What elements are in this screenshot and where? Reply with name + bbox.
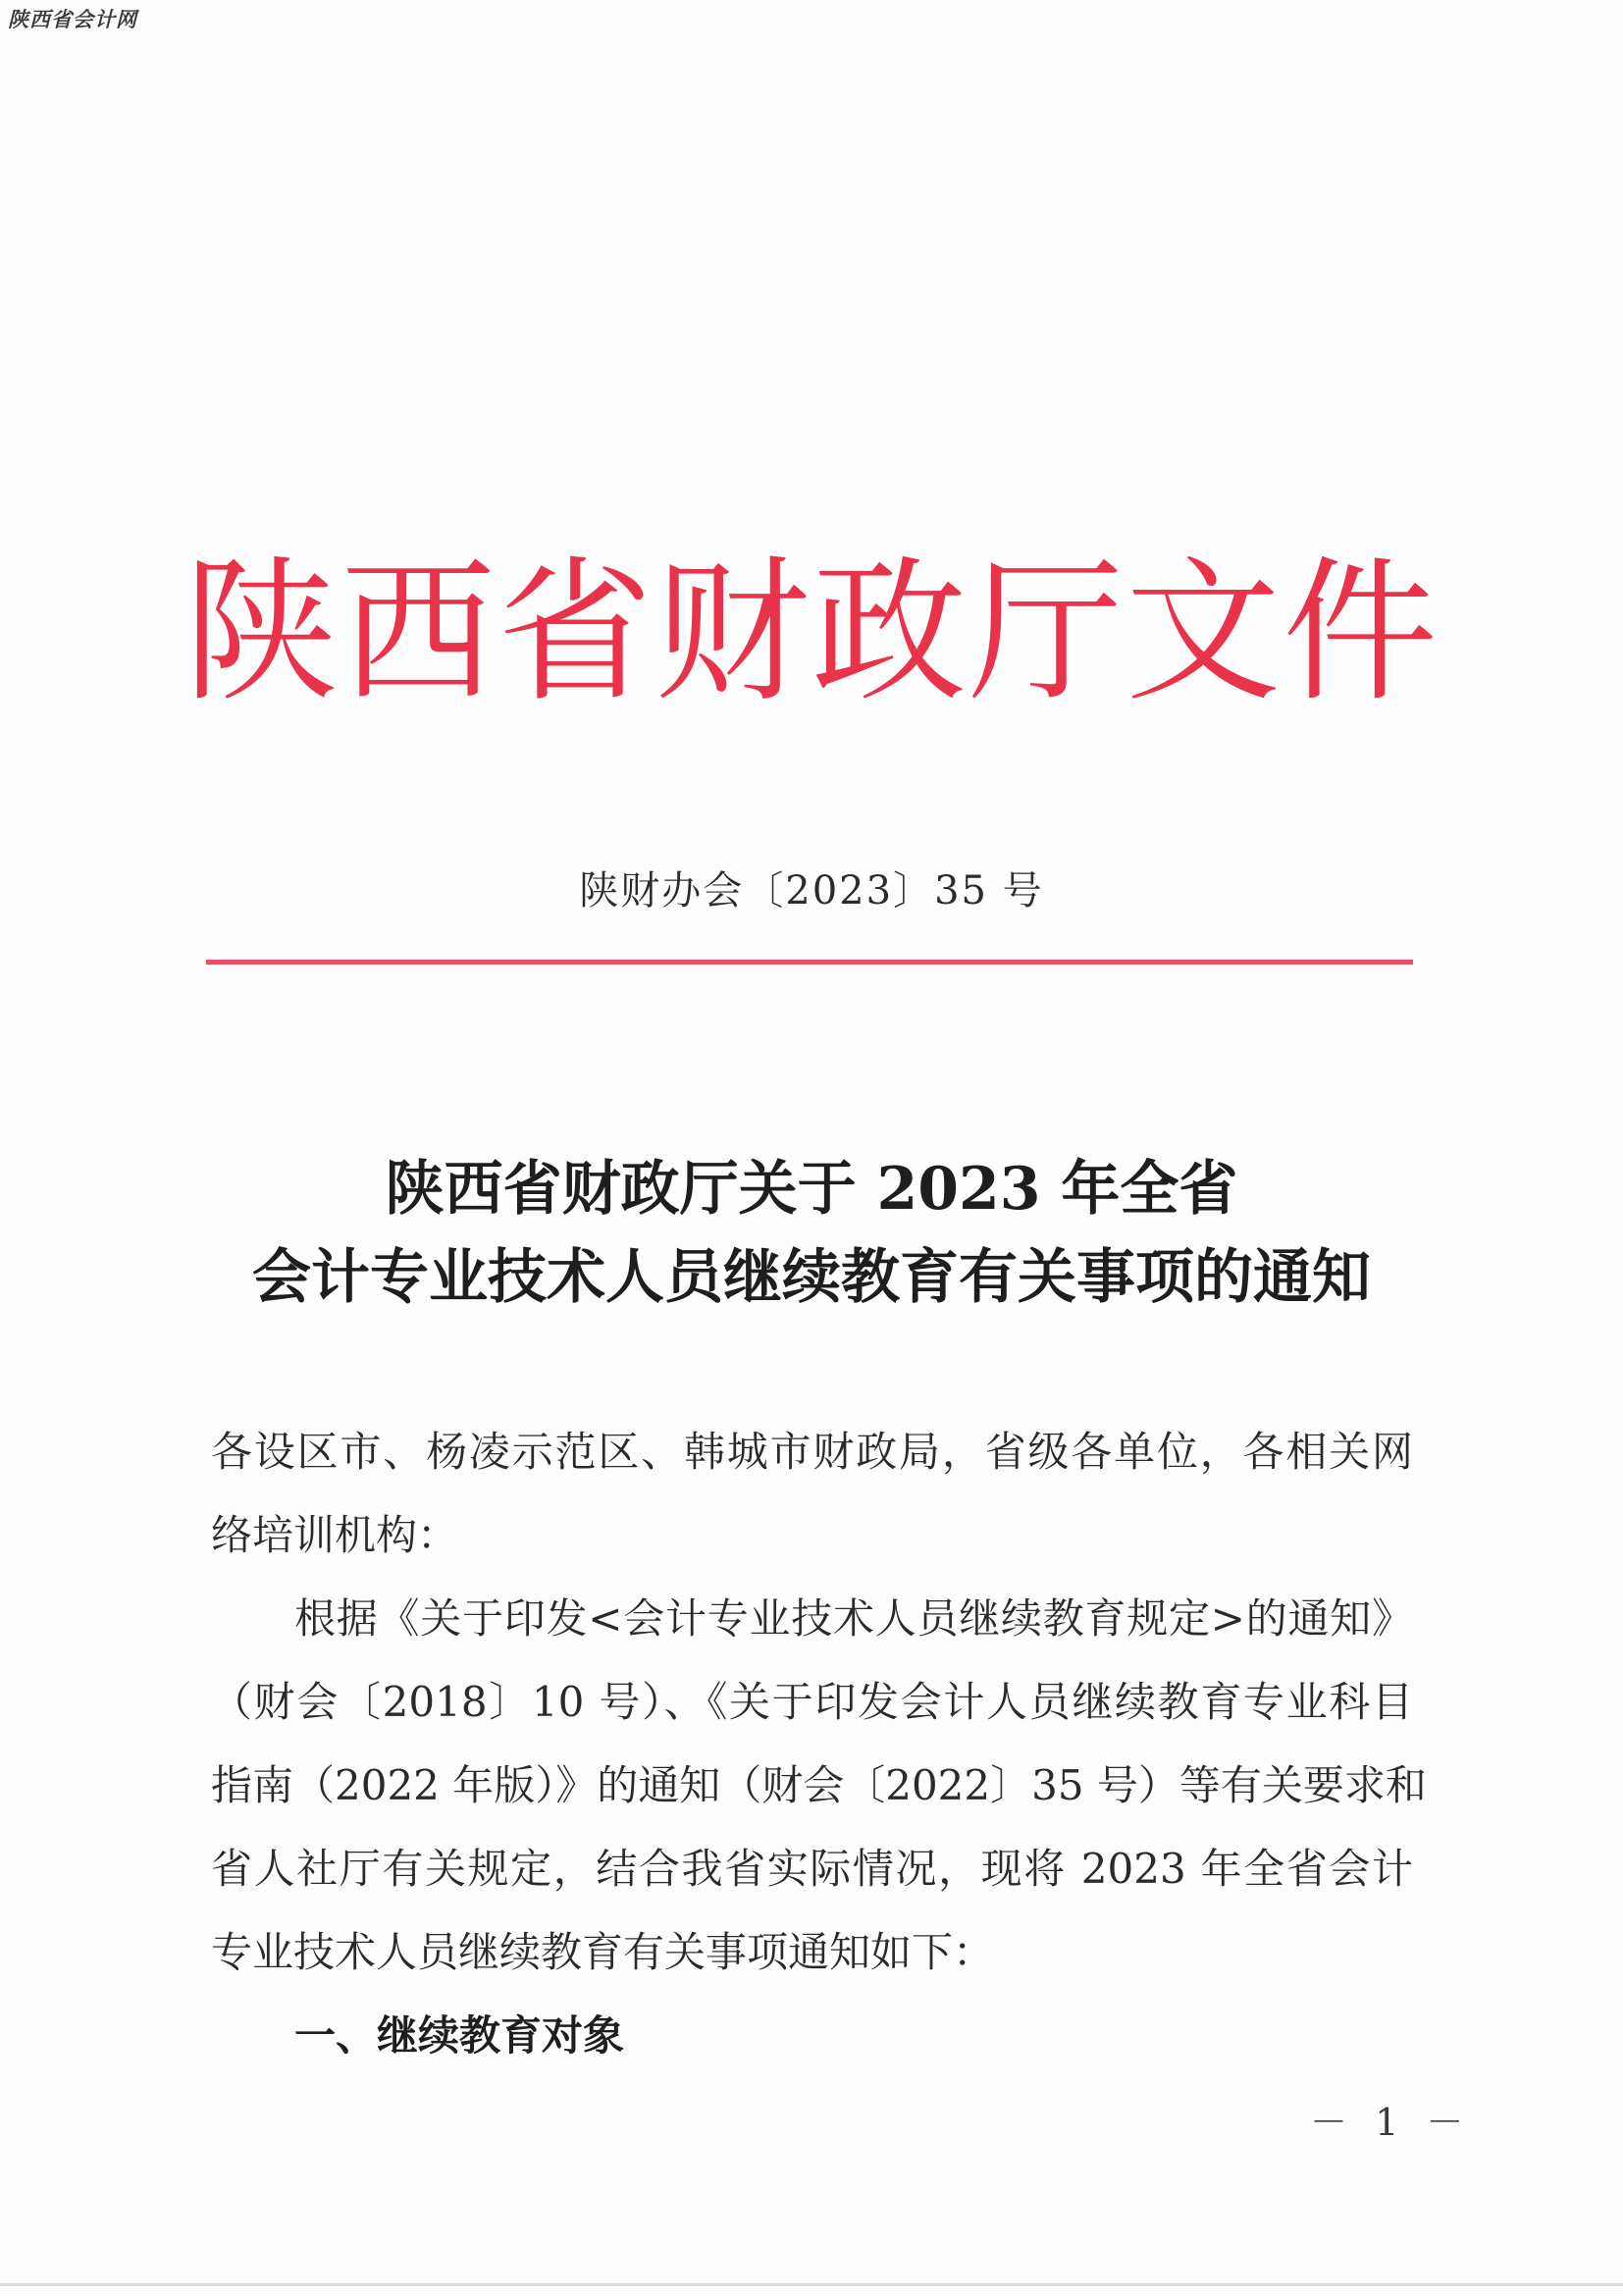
paragraph-line-4: 省人社厅有关规定，结合我省实际情况，现将 2023 年全省会计 bbox=[211, 1845, 1413, 1893]
paragraph-line-5: 专业技术人员继续教育有关事项通知如下： bbox=[211, 1928, 995, 1976]
scan-bottom-edge bbox=[0, 2283, 1623, 2286]
paragraph-line-3: 指南（2022 年版）》的通知（财会〔2022〕35 号）等有关要求和 bbox=[211, 1761, 1427, 1809]
document-number: 陕财办会〔2023〕35 号 bbox=[579, 868, 1044, 913]
site-watermark: 陕西省会计网 bbox=[8, 8, 137, 31]
red-divider-line bbox=[206, 960, 1413, 965]
paragraph-line-2: （财会〔2018〕10 号）、《关于印发会计人员继续教育专业科目 bbox=[211, 1678, 1413, 1726]
page-number: － 1 － bbox=[1310, 2101, 1472, 2144]
document-masthead: 陕西省财政厅文件 bbox=[183, 543, 1440, 723]
section-heading: 一、继续教育对象 bbox=[294, 2011, 625, 2060]
notice-title-line-2: 会计专业技术人员继续教育有关事项的通知 bbox=[252, 1243, 1371, 1312]
addressee-line-1: 各设区市、杨凌示范区、韩城市财政局，省级各单位，各相关网 bbox=[211, 1428, 1413, 1476]
addressee-line-2: 络培训机构： bbox=[211, 1511, 459, 1559]
paragraph-line-1: 根据《关于印发<会计专业技术人员继续教育规定>的通知》 bbox=[294, 1594, 1413, 1643]
notice-title-line-1: 陕西省财政厅关于 2023 年全省 bbox=[385, 1155, 1238, 1224]
